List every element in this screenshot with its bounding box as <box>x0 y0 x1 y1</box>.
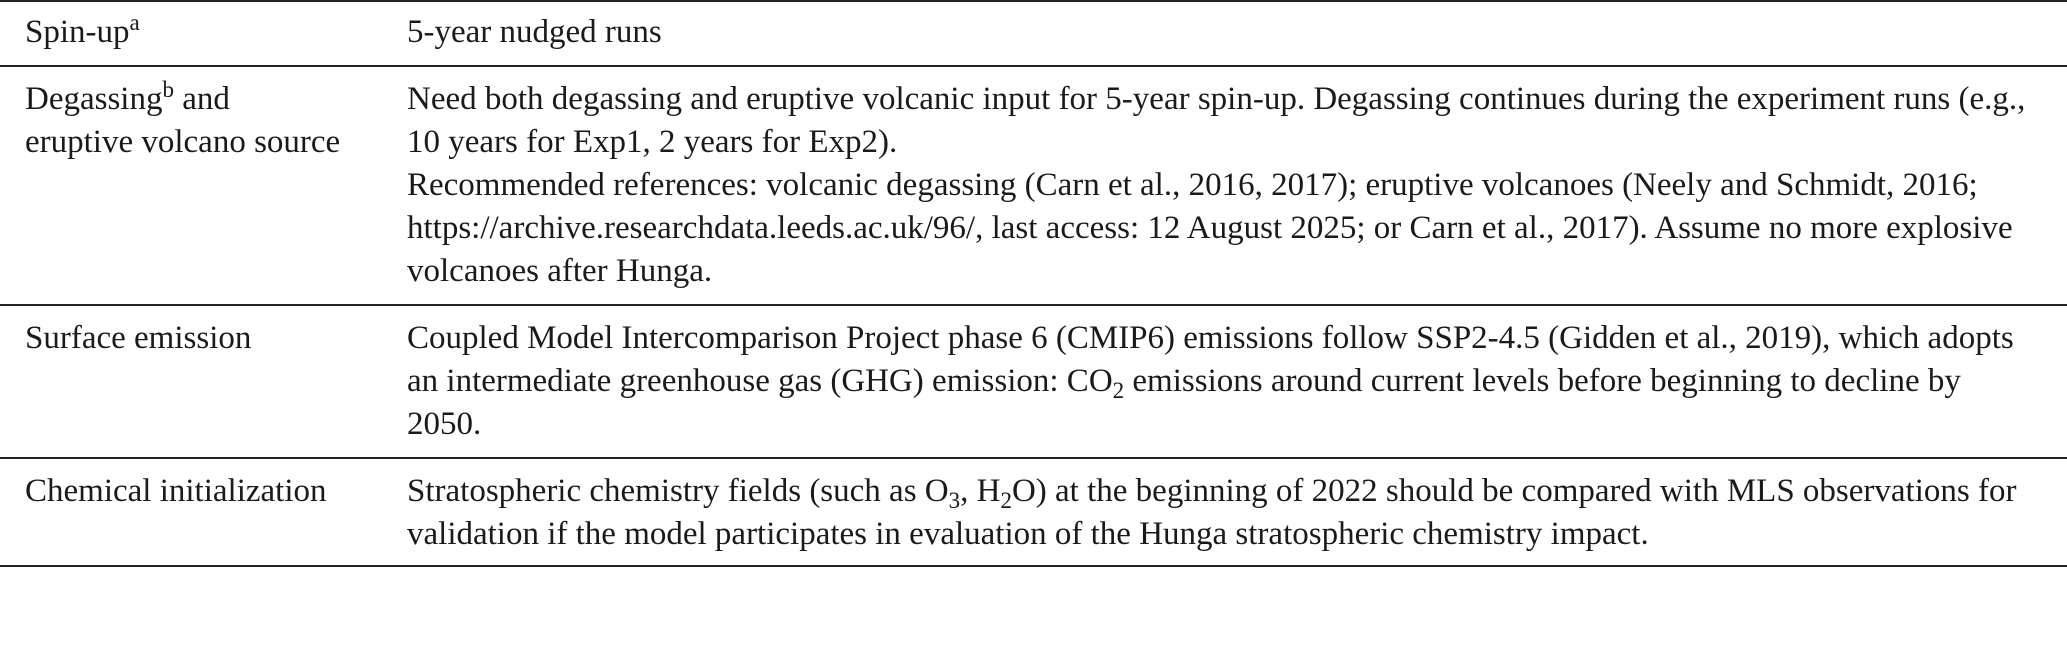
content-text: emissions around current levels before beginning to decline by 2050. <box>407 363 1961 442</box>
table-row-degassing <box>0 65 2067 304</box>
label-text: Chemical initialization <box>25 473 327 509</box>
subscript: 2 <box>1000 488 1012 513</box>
row-label <box>0 317 407 446</box>
label-line-2: eruptive volcano source <box>25 124 341 160</box>
content-paragraph <box>407 317 2037 446</box>
row-label <box>0 470 407 556</box>
label-text: Spin-up <box>25 14 130 50</box>
row-label <box>0 11 407 54</box>
row-content <box>407 470 2067 556</box>
row-label <box>0 78 407 293</box>
label-text: Surface emission <box>25 320 252 356</box>
table-row-spin-up <box>0 0 2067 65</box>
content-paragraph: Need both degassing and eruptive volcanic input for 5-year spin-up. Degassing continues during the experiment runs (e.g., 10 years for Exp1, 2 years for Exp2). <box>407 81 2026 160</box>
content-text: , H <box>960 473 1001 509</box>
footnote-marker: b <box>162 77 174 102</box>
table-row-surface-emission <box>0 304 2067 457</box>
subscript: 3 <box>948 488 961 513</box>
row-content <box>407 78 2067 293</box>
content-text: 5-year nudged runs <box>407 14 662 50</box>
footnote-marker: a <box>129 10 140 35</box>
table-row-chemical-initialization <box>0 457 2067 567</box>
label-line-1 <box>25 78 407 121</box>
label-text: and <box>173 81 230 117</box>
content-text: Coupled Model Intercomparison Project phase 6 (CMIP6) emissions follow SSP2-4.5 (Gidden et al., 2019), which adopts an intermediate greenhouse gas (GHG) emission: CO <box>407 320 2014 399</box>
label-text: Degassing <box>25 81 163 117</box>
subscript: 2 <box>1112 378 1125 403</box>
content-text: O) at the beginning of 2022 should be compared with MLS observations for validation if the model participates in evaluation of the Hunga stratospheric chemistry impact. <box>407 473 2017 552</box>
content-paragraph <box>407 470 2037 556</box>
content-paragraph: Recommended references: volcanic degassing (Carn et al., 2016, 2017); eruptive volcanoes (Neely and Schmidt, 2016; https://archive.researchdata.leeds.ac.uk/96/, last access: 12 August 2025; or Carn et al., 2017). Assume no more explosive volcanoes after Hunga. <box>407 167 2013 289</box>
content-text: Stratospheric chemistry fields (such as O <box>407 473 949 509</box>
row-content <box>407 317 2067 446</box>
row-content <box>407 11 2067 54</box>
